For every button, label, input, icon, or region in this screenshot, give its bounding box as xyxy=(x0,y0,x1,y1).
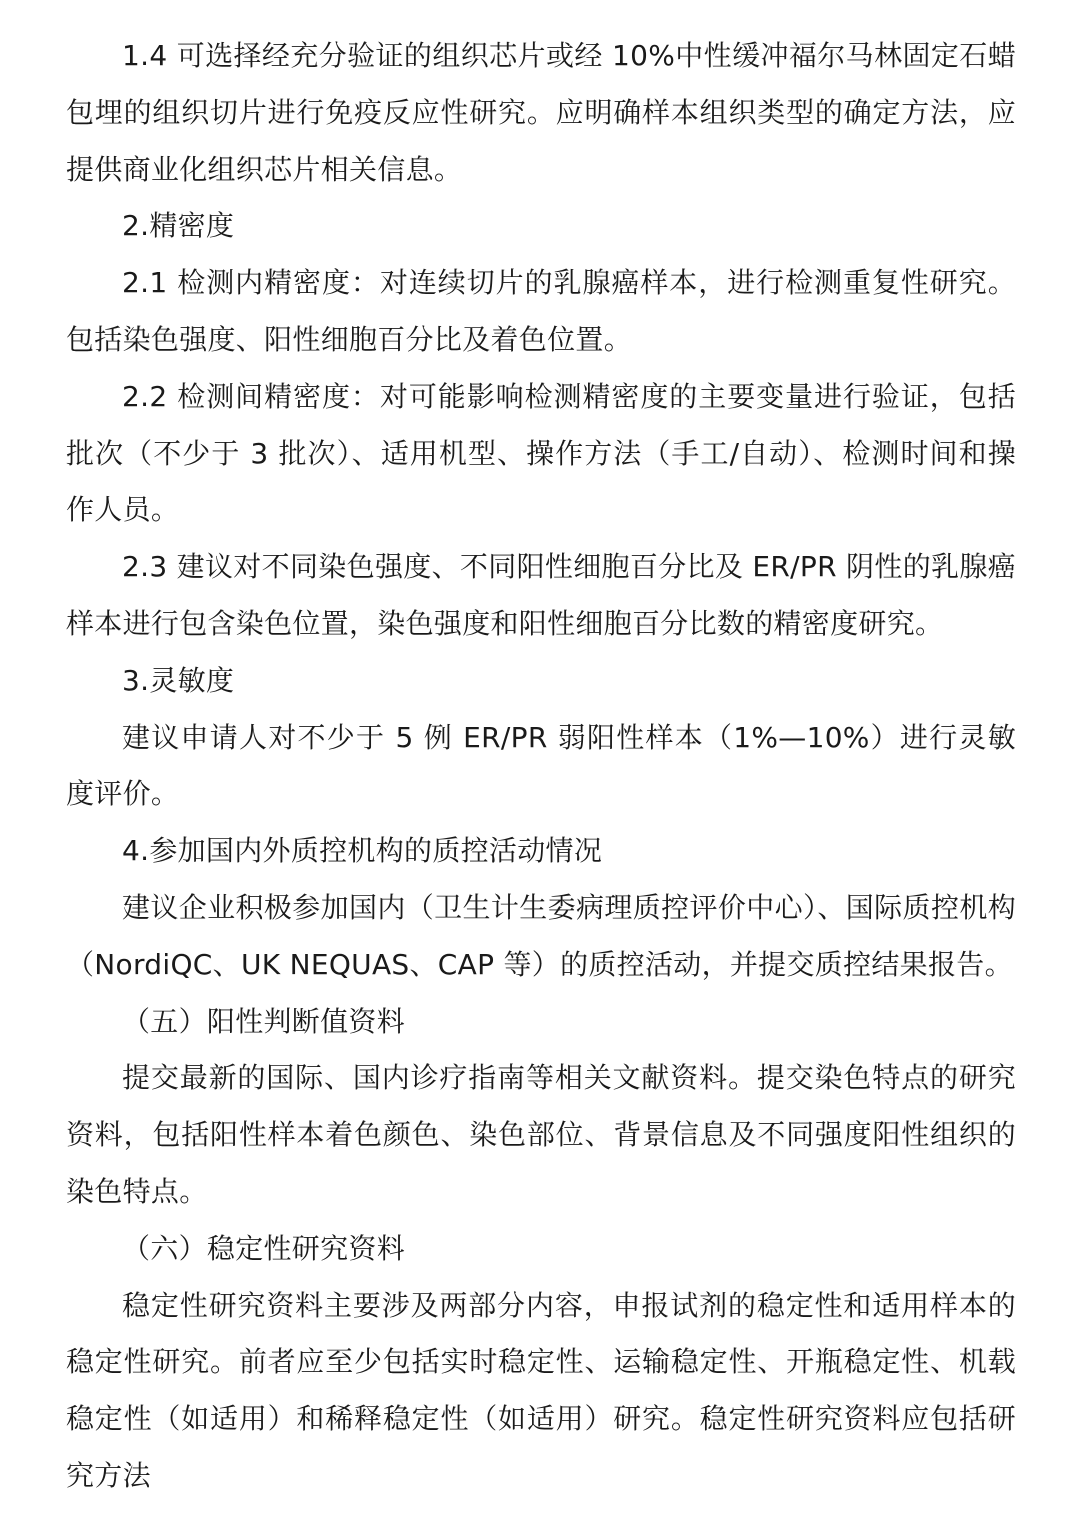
paragraph-2-3-precision-study: 2.3 建议对不同染色强度、不同阳性细胞百分比及 ER/PR 阴性的乳腺癌样本进行包含染色位置，染色强度和阳性细胞百分比数的精密度研究。 xyxy=(66,550,1016,640)
document-body xyxy=(66,28,1016,1505)
heading-sensitivity: 3.灵敏度 xyxy=(122,663,235,697)
paragraph-2-2-inter-precision: 2.2 检测间精密度：对可能影响检测精密度的主要变量进行验证，包括批次（不少于 3 批次）、适用机型、操作方法（手工/自动）、检测时间和操作人员。 xyxy=(66,379,1016,527)
paragraph-positive-cutoff: 提交最新的国际、国内诊疗指南等相关文献资料。提交染色特点的研究资料，包括阳性样本着色颜色、染色部位、背景信息及不同强度阳性组织的染色特点。 xyxy=(66,1061,1016,1208)
heading-precision: 2.精密度 xyxy=(122,209,235,243)
paragraph-stability: 稳定性研究资料主要涉及两部分内容，申报试剂的稳定性和适用样本的稳定性研究。前者应至少包括实时稳定性、运输稳定性、开瓶稳定性、机载稳定性（如适用）和稀释稳定性（如适用）研究。稳定性研究资料应包括研究方法 xyxy=(66,1288,1016,1492)
paragraph-2-1-intra-precision: 2.1 检测内精密度：对连续切片的乳腺癌样本，进行检测重复性研究。包括染色强度、阳性细胞百分比及着色位置。 xyxy=(66,266,1016,356)
heading-quality-control: 4.参加国内外质控机构的质控活动情况 xyxy=(122,834,603,868)
paragraph-sensitivity: 建议申请人对不少于 5 例 ER/PR 弱阳性样本（1%—10%）进行灵敏度评价。 xyxy=(66,720,1016,811)
paragraph-quality-control: 建议企业积极参加国内（卫生计生委病理质控评价中心）、国际质控机构（NordiQC、UK NEQUAS、CAP 等）的质控活动，并提交质控结果报告。 xyxy=(66,890,1016,981)
heading-stability: （六）稳定性研究资料 xyxy=(122,1231,406,1265)
heading-positive-cutoff: （五）阳性判断值资料 xyxy=(122,1004,406,1038)
paragraph-1-4-tissue-array: 1.4 可选择经充分验证的组织芯片或经 10%中性缓冲福尔马林固定石蜡包埋的组织切片进行免疫反应性研究。应明确样本组织类型的确定方法，应提供商业化组织芯片相关信息。 xyxy=(66,39,1016,186)
